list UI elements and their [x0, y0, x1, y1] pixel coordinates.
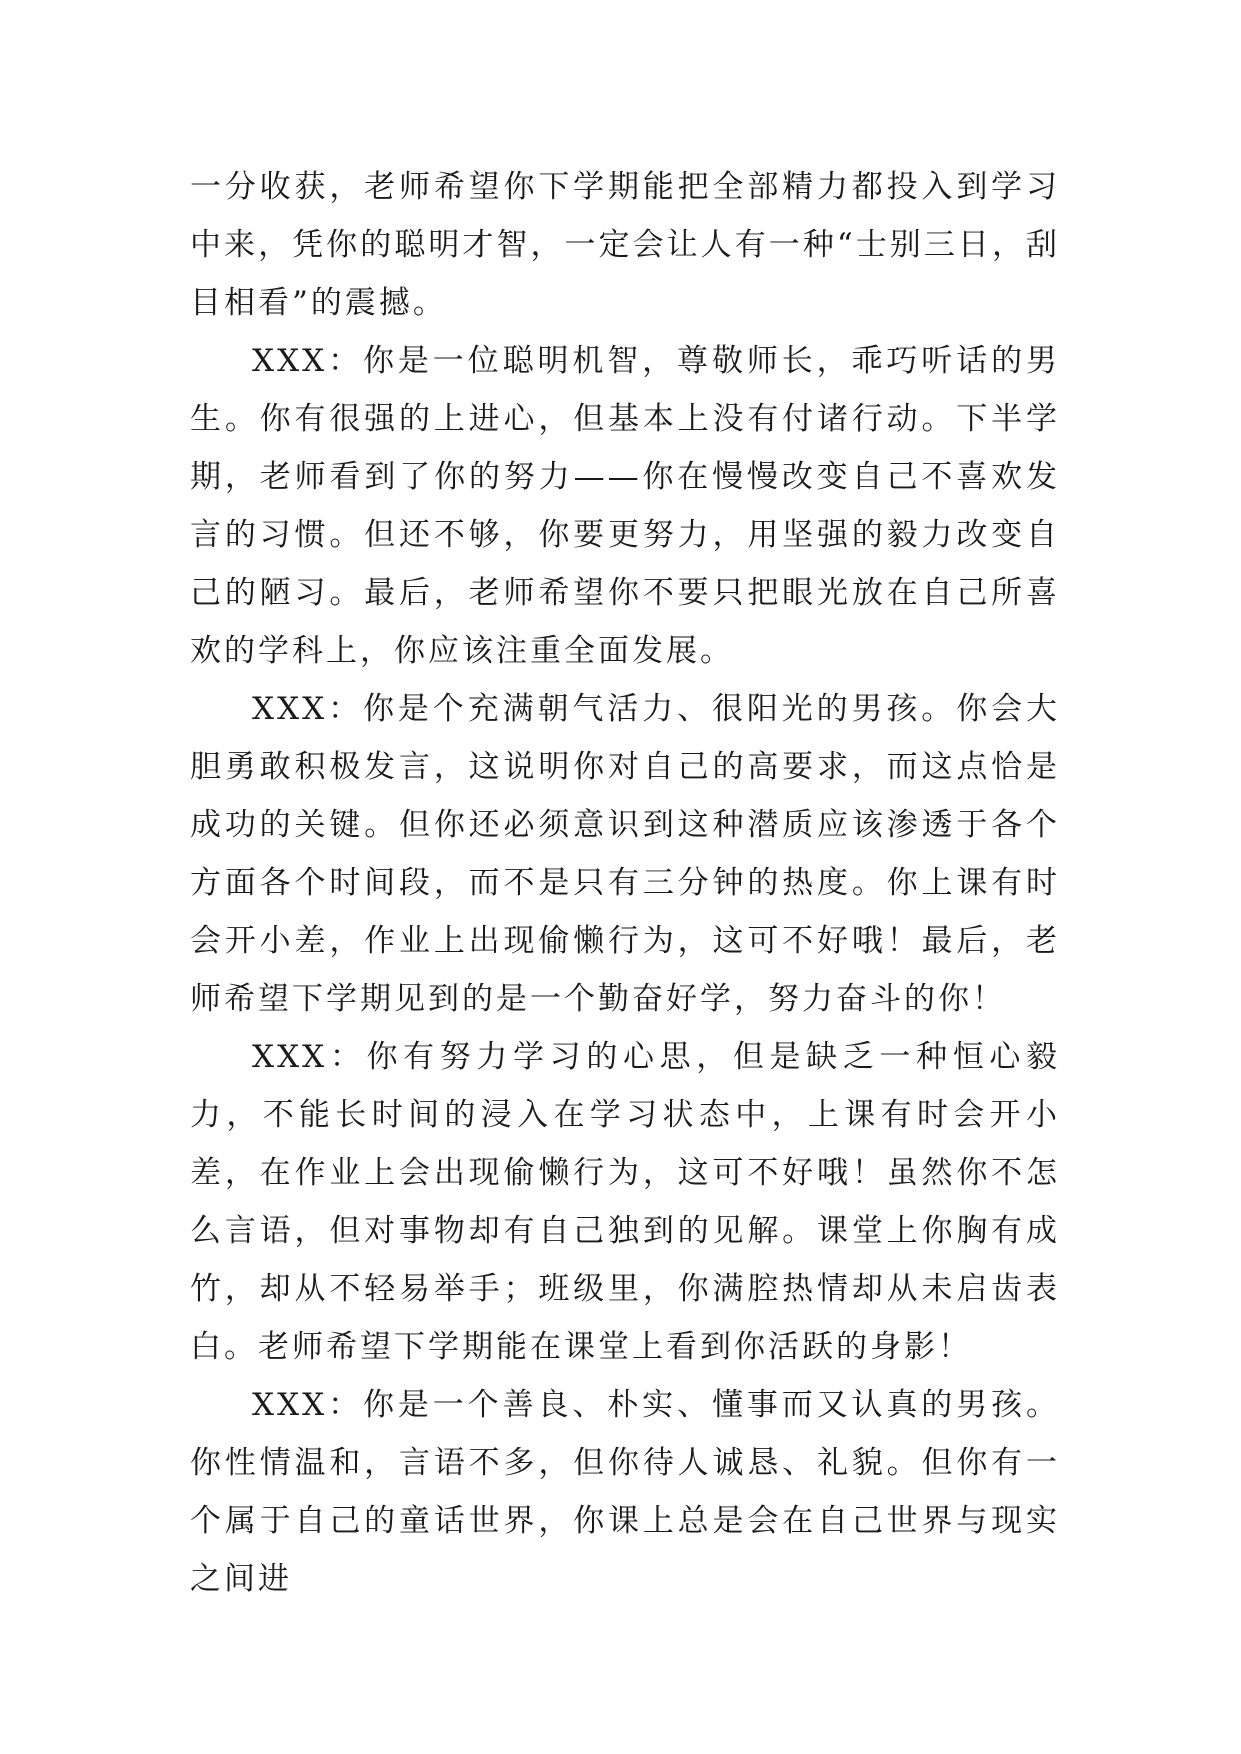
document-body: [190, 158, 1060, 1608]
paragraph-comment-3: XXX：你有努力学习的心思，但是缺乏一种恒心毅力，不能长时间的浸入在学习状态中，上课有时会开小差，在作业上会出现偷懒行为，这可不好哦！虽然你不怎么言语，但对事物却有自己独到的见解。课堂上你胸有成竹，却从不轻易举手；班级里，你满腔热情却从未启齿表白。老师希望下学期能在课堂上看到你活跃的身影！: [190, 1039, 1060, 1365]
paragraph-comment-4: XXX：你是一个善良、朴实、懂事而又认真的男孩。你性情温和，言语不多，但你待人诚恳、礼貌。但你有一个属于自己的童话世界，你课上总是会在自己世界与现实之间进: [190, 1387, 1060, 1597]
paragraph-continuation: 一分收获，老师希望你下学期能把全部精力都投入到学习中来，凭你的聪明才智，一定会让人有一种“士别三日，刮目相看”的震撼。: [190, 169, 1060, 321]
paragraph-comment-1: XXX：你是一位聪明机智，尊敬师长，乖巧听话的男生。你有很强的上进心，但基本上没有付诸行动。下半学期，老师看到了你的努力——你在慢慢改变自己不喜欢发言的习惯。但还不够，你要更努力，用坚强的毅力改变自己的陋习。最后，老师希望你不要只把眼光放在自己所喜欢的学科上，你应该注重全面发展。: [190, 343, 1060, 669]
paragraph-comment-2: XXX：你是个充满朝气活力、很阳光的男孩。你会大胆勇敢积极发言，这说明你对自己的高要求，而这点恰是成功的关键。但你还必须意识到这种潜质应该渗透于各个方面各个时间段，而不是只有三分钟的热度。你上课有时会开小差，作业上出现偷懒行为，这可不好哦！最后，老师希望下学期见到的是一个勤奋好学，努力奋斗的你！: [190, 691, 1060, 1017]
